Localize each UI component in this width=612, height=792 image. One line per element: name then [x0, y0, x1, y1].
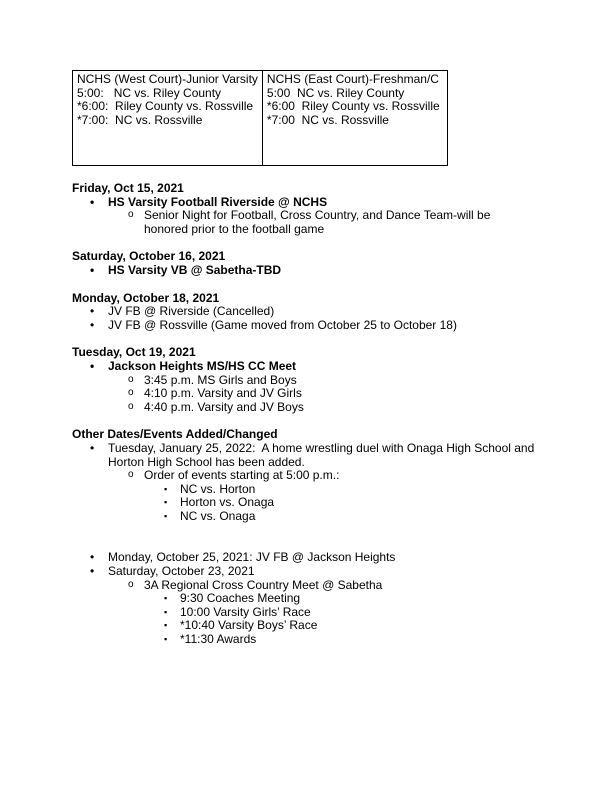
list-subitem: o Order of events starting at 5:00 p.m.:: [72, 469, 542, 483]
list-subitem: o 3:45 p.m. MS Girls and Boys: [72, 374, 542, 388]
east-court-heading: NCHS (East Court)-Freshman/C: [266, 72, 439, 86]
list-subitem: o 4:40 p.m. Varsity and JV Boys: [72, 401, 542, 415]
east-court-line: *6:00 Riley County vs. Rossville: [266, 99, 440, 114]
schedule-item: ▪ *10:40 Varsity Boys’ Race: [72, 619, 542, 633]
date-heading: Friday, Oct 15, 2021: [72, 181, 184, 195]
item-text: Horton High School has been added.: [108, 454, 305, 469]
date-heading: Tuesday, Oct 19, 2021: [72, 345, 196, 360]
west-court-line: *6:00: Riley County vs. Rossville: [77, 99, 254, 114]
monday-section: [72, 292, 542, 333]
west-court-line: *7:00: NC vs. Rossville: [77, 112, 203, 127]
subitem-text: o Senior Night for Football, Cross Country, and Dance Team-will be: [144, 208, 491, 223]
saturday-section: [72, 250, 542, 277]
east-court-line: 5:00 NC vs. Riley County: [266, 85, 405, 100]
list-item: • JV FB @ Rossville (Game moved from October 25 to October 18): [72, 319, 542, 333]
match-item: ▪ NC vs. Onaga: [72, 510, 542, 524]
item-text: • Tuesday, January 25, 2022: A home wrestling duel with Onaga High School and: [108, 440, 535, 455]
match-item: ▪ NC vs. Horton: [72, 483, 542, 497]
list-item: • JV FB @ Riverside (Cancelled): [72, 305, 542, 319]
west-court-heading: NCHS (West Court)-Junior Varsity: [77, 72, 258, 86]
list-item: [72, 442, 542, 469]
court-schedule-table: [72, 70, 448, 166]
west-court-cell: [73, 71, 263, 166]
later-events-section: [72, 551, 542, 646]
east-court-line: *7:00 NC vs. Rossville: [266, 112, 389, 127]
list-subitem: o 4:10 p.m. Varsity and JV Girls: [72, 387, 542, 401]
list-subitem: o 3A Regional Cross Country Meet @ Sabetha: [72, 579, 542, 593]
list-item: • HS Varsity VB @ Sabetha-TBD: [72, 264, 542, 278]
east-court-cell: [262, 71, 447, 166]
list-subitem: [72, 209, 542, 236]
other-events-section: [72, 428, 542, 523]
match-item: ▪ Horton vs. Onaga: [72, 496, 542, 510]
subitem-text: honored prior to the football game: [144, 221, 325, 236]
tuesday-section: [72, 346, 542, 414]
friday-section: [72, 182, 542, 236]
date-heading: Saturday, October 16, 2021: [72, 249, 226, 264]
list-item: • HS Varsity Football Riverside @ NCHS: [72, 196, 542, 210]
schedule-item: ▪ 10:00 Varsity Girls’ Race: [72, 606, 542, 620]
document-page: [72, 70, 542, 647]
date-heading: Monday, October 18, 2021: [72, 290, 220, 305]
list-item: • Jackson Heights MS/HS CC Meet: [72, 360, 542, 374]
list-item: • Monday, October 25, 2021: JV FB @ Jackson Heights: [72, 551, 542, 565]
schedule-item: ▪ 9:30 Coaches Meeting: [72, 592, 542, 606]
list-item: • Saturday, October 23, 2021: [72, 565, 542, 579]
west-court-line: 5:00: NC vs. Riley County: [77, 85, 222, 100]
section-heading: Other Dates/Events Added/Changed: [72, 427, 278, 442]
schedule-item: ▪ *11:30 Awards: [72, 633, 542, 647]
